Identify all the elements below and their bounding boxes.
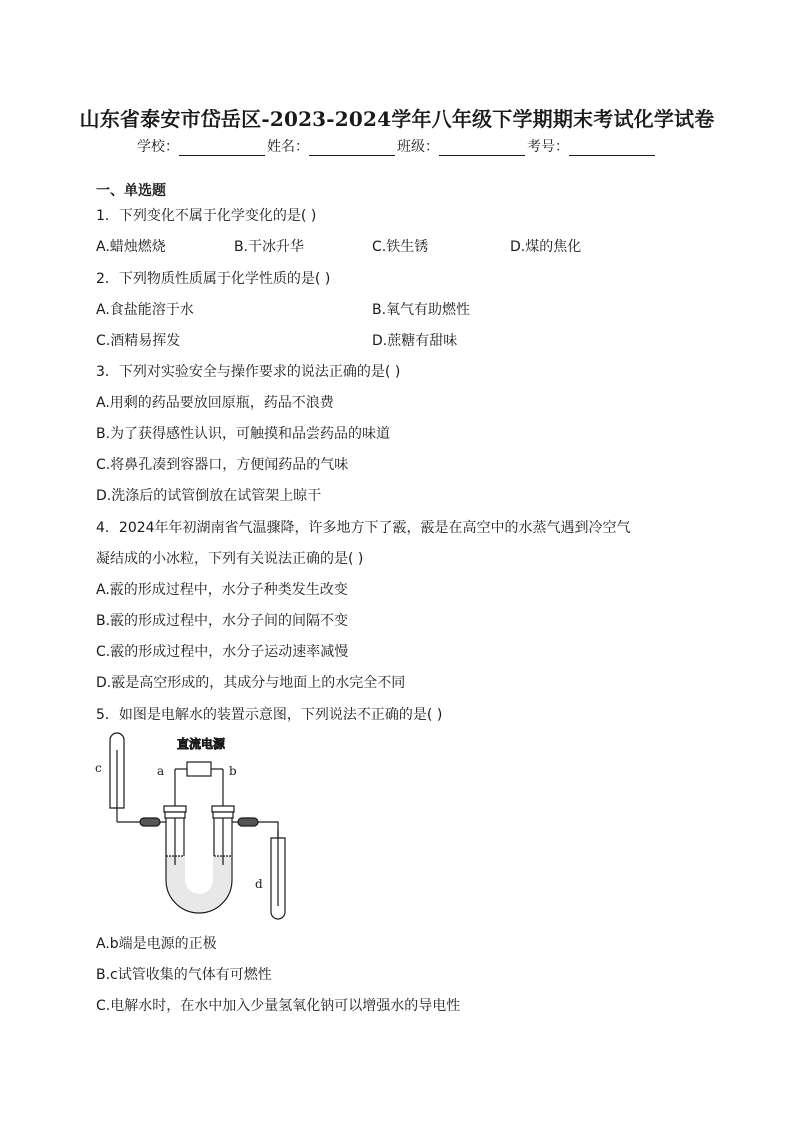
q1-option-d[interactable]: D.煤的焦化	[510, 239, 582, 255]
label-c: c	[95, 761, 102, 775]
q3-option-b[interactable]: B.为了获得感性认识，可触摸和品尝药品的味道	[96, 426, 391, 442]
exam-number-blank[interactable]	[569, 140, 655, 156]
exam-number-field[interactable]	[527, 136, 657, 156]
class-field[interactable]	[397, 136, 527, 156]
exam-number-label: 考号：	[527, 139, 569, 155]
electrolysis-apparatus-figure	[92, 730, 297, 925]
power-supply-label: 直流电源	[177, 737, 226, 751]
school-field[interactable]	[137, 136, 267, 156]
section-heading: 一、单选题	[96, 183, 166, 199]
q3-option-a[interactable]: A.用剩的药品要放回原瓶，药品不浪费	[96, 395, 334, 411]
q5-stem: 5．如图是电解水的装置示意图，下列说法不正确的是( )	[96, 707, 443, 723]
q1-option-c[interactable]: C.铁生锈	[372, 239, 429, 255]
class-blank[interactable]	[439, 140, 525, 156]
q2-stem: 2．下列物质性质属于化学性质的是( )	[96, 271, 331, 287]
q5-option-c[interactable]: C.电解水时，在水中加入少量氢氧化钠可以增强水的导电性	[96, 998, 461, 1014]
label-a: a	[157, 764, 165, 778]
student-info-line	[0, 136, 794, 156]
school-label: 学校：	[137, 139, 179, 155]
q2-option-a[interactable]: A.食盐能溶于水	[96, 302, 194, 318]
q4-option-c[interactable]: C.霰的形成过程中，水分子运动速率减慢	[96, 644, 349, 660]
name-blank[interactable]	[309, 140, 395, 156]
q5-option-b[interactable]: B.c试管收集的气体有可燃性	[96, 967, 272, 983]
q1-stem: 1．下列变化不属于化学变化的是( )	[96, 208, 317, 224]
q4-option-d[interactable]: D.霰是高空形成的，其成分与地面上的水完全不同	[96, 675, 406, 691]
q4-option-a[interactable]: A.霰的形成过程中，水分子种类发生改变	[96, 582, 348, 598]
q2-option-d[interactable]: D.蔗糖有甜味	[372, 333, 458, 349]
test-tube-c	[95, 733, 166, 826]
power-supply-box	[187, 762, 211, 776]
label-b: b	[229, 764, 237, 778]
q2-option-b[interactable]: B.氧气有助燃性	[372, 302, 471, 318]
q3-option-d[interactable]: D.洗涤后的试管倒放在试管架上晾干	[96, 488, 322, 504]
class-label: 班级：	[397, 139, 439, 155]
q3-stem: 3．下列对实验安全与操作要求的说法正确的是( )	[96, 364, 401, 380]
name-label: 姓名：	[267, 139, 309, 155]
q1-option-b[interactable]: B.干冰升华	[234, 239, 305, 255]
q5-option-a[interactable]: A.b端是电源的正极	[96, 936, 217, 952]
u-tube	[164, 806, 234, 913]
school-blank[interactable]	[179, 140, 265, 156]
q4-stem-line2: 凝结成的小冰粒，下列有关说法正确的是( )	[96, 551, 364, 567]
q4-stem-line1: 4．2024年年初湖南省气温骤降，许多地方下了霰，霰是在高空中的水蒸气遇到冷空气	[96, 520, 631, 536]
q1-option-a[interactable]: A.蜡烛燃烧	[96, 239, 166, 255]
label-d: d	[255, 877, 263, 891]
q4-option-b[interactable]: B.霰的形成过程中，水分子间的间隔不变	[96, 613, 349, 629]
exam-title: 山东省泰安市岱岳区-2023-2024学年八年级下学期期末考试化学试卷	[79, 107, 715, 131]
test-tube-d	[232, 818, 285, 919]
q3-option-c[interactable]: C.将鼻孔凑到容器口，方便闻药品的气味	[96, 457, 349, 473]
q2-option-c[interactable]: C.酒精易挥发	[96, 333, 181, 349]
name-field[interactable]	[267, 136, 397, 156]
